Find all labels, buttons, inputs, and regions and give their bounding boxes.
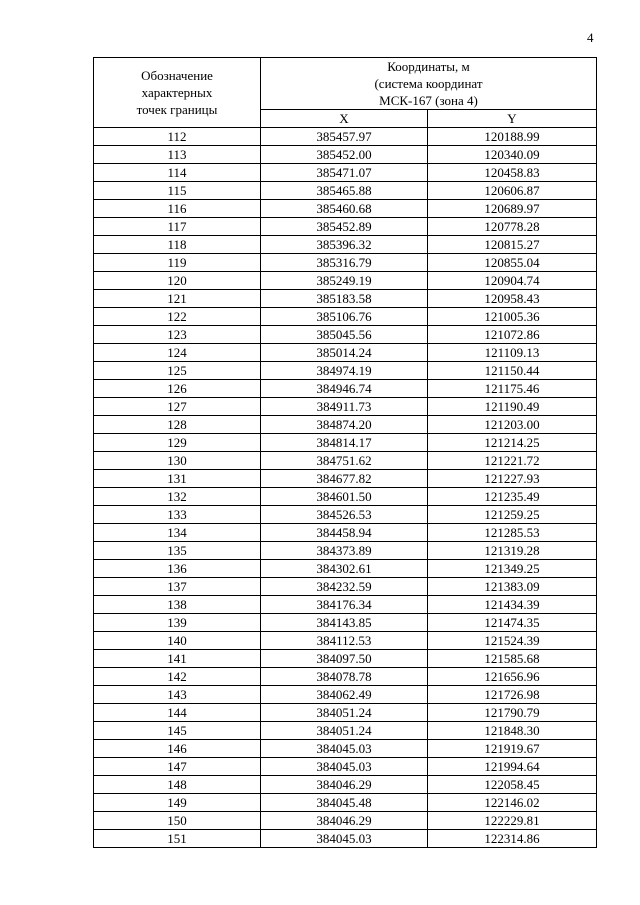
- point-number-cell: 139: [94, 614, 261, 632]
- x-coordinate-cell: 384302.61: [261, 560, 428, 578]
- y-coordinate-cell: 121790.79: [428, 704, 597, 722]
- y-coordinate-cell: 121524.39: [428, 632, 597, 650]
- y-coordinate-cell: 121150.44: [428, 362, 597, 380]
- table-row: [94, 812, 597, 830]
- table-row: [94, 794, 597, 812]
- point-designation-header: [94, 58, 261, 128]
- x-coordinate-cell: 384814.17: [261, 434, 428, 452]
- y-coordinate-cell: 121919.67: [428, 740, 597, 758]
- table-row: [94, 308, 597, 326]
- table-row: [94, 542, 597, 560]
- point-number-cell: 144: [94, 704, 261, 722]
- x-coordinate-cell: 384232.59: [261, 578, 428, 596]
- x-coordinate-cell: 384911.73: [261, 398, 428, 416]
- x-coordinate-cell: 384046.29: [261, 812, 428, 830]
- table-row: [94, 470, 597, 488]
- y-coordinate-cell: 120904.74: [428, 272, 597, 290]
- table-row: [94, 488, 597, 506]
- x-coordinate-cell: 384046.29: [261, 776, 428, 794]
- x-coordinate-cell: 384373.89: [261, 542, 428, 560]
- y-coordinate-cell: 121109.13: [428, 344, 597, 362]
- y-coordinate-cell: 121235.49: [428, 488, 597, 506]
- y-coordinate-cell: 121848.30: [428, 722, 597, 740]
- x-coordinate-cell: 384045.03: [261, 758, 428, 776]
- y-coordinate-cell: 120340.09: [428, 146, 597, 164]
- point-number-cell: 146: [94, 740, 261, 758]
- header-line: характерных: [141, 85, 213, 100]
- point-number-cell: 115: [94, 182, 261, 200]
- point-number-cell: 148: [94, 776, 261, 794]
- point-number-cell: 118: [94, 236, 261, 254]
- x-coordinate-cell: 384097.50: [261, 650, 428, 668]
- table-row: [94, 290, 597, 308]
- point-number-cell: 114: [94, 164, 261, 182]
- table-row: [94, 830, 597, 848]
- y-coordinate-cell: 121005.36: [428, 308, 597, 326]
- y-coordinate-cell: 122146.02: [428, 794, 597, 812]
- point-number-cell: 150: [94, 812, 261, 830]
- point-number-cell: 128: [94, 416, 261, 434]
- table-row: [94, 524, 597, 542]
- x-coordinate-cell: 385452.89: [261, 218, 428, 236]
- x-coordinate-cell: 384874.20: [261, 416, 428, 434]
- y-coordinate-cell: 121474.35: [428, 614, 597, 632]
- coordinates-table: [93, 57, 597, 848]
- point-number-cell: 112: [94, 128, 261, 146]
- y-coordinate-cell: 121434.39: [428, 596, 597, 614]
- point-number-cell: 145: [94, 722, 261, 740]
- point-number-cell: 140: [94, 632, 261, 650]
- x-column-header: X: [261, 110, 428, 128]
- point-number-cell: 113: [94, 146, 261, 164]
- y-coordinate-cell: 121221.72: [428, 452, 597, 470]
- table-row: [94, 578, 597, 596]
- x-coordinate-cell: 384045.03: [261, 740, 428, 758]
- table-row: [94, 452, 597, 470]
- table-row: [94, 344, 597, 362]
- point-number-cell: 135: [94, 542, 261, 560]
- y-coordinate-cell: 121175.46: [428, 380, 597, 398]
- table-row: [94, 128, 597, 146]
- y-coordinate-cell: 121214.25: [428, 434, 597, 452]
- y-column-header: Y: [428, 110, 597, 128]
- point-number-cell: 147: [94, 758, 261, 776]
- table-row: [94, 218, 597, 236]
- x-coordinate-cell: 385396.32: [261, 236, 428, 254]
- table-row: [94, 506, 597, 524]
- point-number-cell: 134: [94, 524, 261, 542]
- table-row: [94, 146, 597, 164]
- point-number-cell: 132: [94, 488, 261, 506]
- table-row: [94, 200, 597, 218]
- point-number-cell: 151: [94, 830, 261, 848]
- y-coordinate-cell: 121072.86: [428, 326, 597, 344]
- x-coordinate-cell: 385316.79: [261, 254, 428, 272]
- y-coordinate-cell: 122314.86: [428, 830, 597, 848]
- x-coordinate-cell: 384112.53: [261, 632, 428, 650]
- x-coordinate-cell: 384526.53: [261, 506, 428, 524]
- y-coordinate-cell: 121726.98: [428, 686, 597, 704]
- y-coordinate-cell: 121656.96: [428, 668, 597, 686]
- x-coordinate-cell: 384143.85: [261, 614, 428, 632]
- table-row: [94, 182, 597, 200]
- table-row: [94, 560, 597, 578]
- table-row: [94, 236, 597, 254]
- y-coordinate-cell: 120815.27: [428, 236, 597, 254]
- y-coordinate-cell: 122229.81: [428, 812, 597, 830]
- header-line: МСК-167 (зона 4): [379, 93, 478, 108]
- table-row: [94, 398, 597, 416]
- table-row: [94, 254, 597, 272]
- y-coordinate-cell: 121319.28: [428, 542, 597, 560]
- y-coordinate-cell: 120188.99: [428, 128, 597, 146]
- point-number-cell: 142: [94, 668, 261, 686]
- y-coordinate-cell: 121585.68: [428, 650, 597, 668]
- table-row: [94, 686, 597, 704]
- point-number-cell: 124: [94, 344, 261, 362]
- x-coordinate-cell: 384176.34: [261, 596, 428, 614]
- table-row: [94, 434, 597, 452]
- x-coordinate-cell: 385465.88: [261, 182, 428, 200]
- x-coordinate-cell: 385183.58: [261, 290, 428, 308]
- point-number-cell: 127: [94, 398, 261, 416]
- y-coordinate-cell: 122058.45: [428, 776, 597, 794]
- y-coordinate-cell: 121285.53: [428, 524, 597, 542]
- x-coordinate-cell: 385460.68: [261, 200, 428, 218]
- point-number-cell: 149: [94, 794, 261, 812]
- x-coordinate-cell: 384045.48: [261, 794, 428, 812]
- table-row: [94, 596, 597, 614]
- point-number-cell: 130: [94, 452, 261, 470]
- y-coordinate-cell: 120855.04: [428, 254, 597, 272]
- header-line: точек границы: [136, 102, 218, 117]
- y-coordinate-cell: 120689.97: [428, 200, 597, 218]
- point-number-cell: 138: [94, 596, 261, 614]
- point-number-cell: 133: [94, 506, 261, 524]
- y-coordinate-cell: 121227.93: [428, 470, 597, 488]
- point-number-cell: 121: [94, 290, 261, 308]
- table-row: [94, 668, 597, 686]
- point-number-cell: 123: [94, 326, 261, 344]
- y-coordinate-cell: 120458.83: [428, 164, 597, 182]
- page-number: 4: [587, 30, 594, 45]
- y-coordinate-cell: 120778.28: [428, 218, 597, 236]
- table-row: [94, 650, 597, 668]
- point-number-cell: 137: [94, 578, 261, 596]
- table-row: [94, 614, 597, 632]
- header-line: Обозначение: [141, 68, 213, 83]
- x-coordinate-cell: 385014.24: [261, 344, 428, 362]
- point-number-cell: 143: [94, 686, 261, 704]
- x-coordinate-cell: 384751.62: [261, 452, 428, 470]
- header-line: (система координат: [374, 76, 483, 91]
- point-number-cell: 120: [94, 272, 261, 290]
- coordinates-header: [261, 58, 597, 110]
- x-coordinate-cell: 385045.56: [261, 326, 428, 344]
- table-row: [94, 380, 597, 398]
- point-number-cell: 126: [94, 380, 261, 398]
- point-number-cell: 129: [94, 434, 261, 452]
- y-coordinate-cell: 121259.25: [428, 506, 597, 524]
- y-coordinate-cell: 121994.64: [428, 758, 597, 776]
- table-row: [94, 164, 597, 182]
- point-number-cell: 125: [94, 362, 261, 380]
- point-number-cell: 136: [94, 560, 261, 578]
- y-coordinate-cell: 121349.25: [428, 560, 597, 578]
- x-coordinate-cell: 384458.94: [261, 524, 428, 542]
- point-number-cell: 116: [94, 200, 261, 218]
- x-coordinate-cell: 384051.24: [261, 722, 428, 740]
- table-row: [94, 722, 597, 740]
- table-row: [94, 776, 597, 794]
- table-row: [94, 758, 597, 776]
- x-coordinate-cell: 385249.19: [261, 272, 428, 290]
- x-coordinate-cell: 384062.49: [261, 686, 428, 704]
- x-coordinate-cell: 385457.97: [261, 128, 428, 146]
- x-coordinate-cell: 384974.19: [261, 362, 428, 380]
- x-coordinate-cell: 384601.50: [261, 488, 428, 506]
- table-body: [94, 128, 597, 848]
- y-coordinate-cell: 121203.00: [428, 416, 597, 434]
- table-row: [94, 272, 597, 290]
- point-number-cell: 122: [94, 308, 261, 326]
- y-coordinate-cell: 121190.49: [428, 398, 597, 416]
- table-row: [94, 326, 597, 344]
- table-row: [94, 362, 597, 380]
- table-row: [94, 740, 597, 758]
- table-row: [94, 704, 597, 722]
- x-coordinate-cell: 384045.03: [261, 830, 428, 848]
- point-number-cell: 117: [94, 218, 261, 236]
- point-number-cell: 131: [94, 470, 261, 488]
- x-coordinate-cell: 384677.82: [261, 470, 428, 488]
- x-coordinate-cell: 384078.78: [261, 668, 428, 686]
- x-coordinate-cell: 384946.74: [261, 380, 428, 398]
- x-coordinate-cell: 385106.76: [261, 308, 428, 326]
- header-line: Координаты, м: [387, 59, 470, 74]
- y-coordinate-cell: 121383.09: [428, 578, 597, 596]
- y-coordinate-cell: 120606.87: [428, 182, 597, 200]
- y-coordinate-cell: 120958.43: [428, 290, 597, 308]
- x-coordinate-cell: 385452.00: [261, 146, 428, 164]
- x-coordinate-cell: 384051.24: [261, 704, 428, 722]
- table-row: [94, 632, 597, 650]
- x-coordinate-cell: 385471.07: [261, 164, 428, 182]
- table-row: [94, 416, 597, 434]
- point-number-cell: 141: [94, 650, 261, 668]
- point-number-cell: 119: [94, 254, 261, 272]
